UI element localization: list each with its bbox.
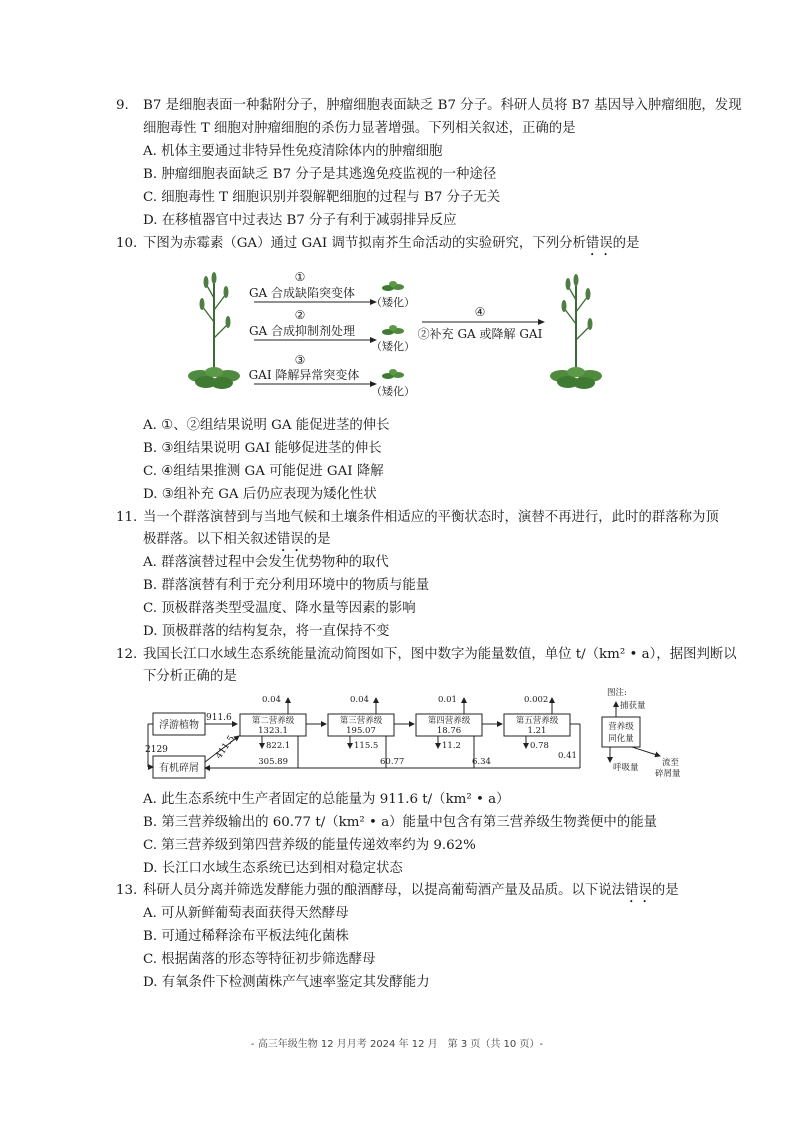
question-10-stem-emphasis: 错误 xyxy=(585,236,613,251)
arrow-3-label: GAI 降解异常突变体 xyxy=(248,368,360,382)
level-4-resp: 11.2 xyxy=(442,741,461,751)
level-4-node xyxy=(416,695,482,751)
question-9-option-c: C. 细胞毒性 T 细胞识别并裂解靶细胞的过程与 B7 分子无关 xyxy=(143,190,501,205)
question-13-stem-pre: 科研人员分离并筛选发酵能力强的酿酒酵母，以提高葡萄酒产量及品质。以下说法 xyxy=(143,883,626,898)
legend-catch-label: 捕获量 xyxy=(620,701,646,711)
tall-plant-right-illustration xyxy=(550,274,602,389)
question-12-stem-line1: 我国长江口水域生态系统能量流动简图如下，图中数字为能量数值，单位 t/（km² • a），据图判断以 xyxy=(143,647,737,662)
flow-producer-to-level2: 911.6 xyxy=(206,713,232,723)
arrow-4-number: ④ xyxy=(474,305,486,319)
level-5-catch: 0.002 xyxy=(524,695,549,705)
flow-detritus-to-level2: 411.5 xyxy=(214,734,238,761)
question-12-number: 12. xyxy=(116,647,138,662)
question-9-stem-line2: 细胞毒性 T 细胞对肿瘤细胞的杀伤力显著增强。下列相关叙述，正确的是 xyxy=(143,121,576,136)
arrow-2-number: ② xyxy=(294,308,306,322)
level-4-catch: 0.01 xyxy=(438,695,457,705)
level-5-resp: 0.78 xyxy=(530,741,549,751)
question-10-stem-post: 的是 xyxy=(612,236,640,251)
level-2-node xyxy=(240,695,306,751)
flow-producer-to-detritus: 2129 xyxy=(145,745,168,755)
legend-title: 图注: xyxy=(607,688,627,698)
dwarf-plant-1-illustration xyxy=(382,281,404,291)
legend-detritus-line1: 流至 xyxy=(662,758,680,768)
question-11-option-c: C. 顶极群落类型受温度、降水量等因素的影响 xyxy=(143,601,416,616)
question-12-option-b: B. 第三营养级输出的 60.77 t/（km² • a）能量中包含有第三营养级生物粪便中的能量 xyxy=(143,815,657,830)
dwarf-label-1: （矮化） xyxy=(371,296,415,309)
question-11-stem-emphasis: 错误 xyxy=(276,532,304,547)
question-13-stem-emphasis: 错误 xyxy=(625,883,652,898)
to-detritus-level3: 60.77 xyxy=(380,757,405,767)
question-10-stem-pre: 下图为赤霉素（GA）通过 GAI 调节拟南芥生命活动的实验研究，下列分析 xyxy=(143,236,586,251)
to-detritus-level2: 305.89 xyxy=(258,757,288,767)
question-9-option-d: D. 在移植器官中过表达 B7 分子有利于减弱排异反应 xyxy=(143,213,457,228)
level-2-resp: 822.1 xyxy=(266,741,291,751)
energy-flow-diagram xyxy=(140,686,700,786)
question-11-stem-post: 的是 xyxy=(303,532,331,547)
legend-detritus-line2: 碎屑量 xyxy=(655,769,681,779)
level-3-resp: 115.5 xyxy=(354,741,379,751)
question-13-option-a: A. 可从新鲜葡萄表面获得天然酵母 xyxy=(143,906,349,921)
arrow-2-label: GA 合成抑制剂处理 xyxy=(248,324,356,338)
question-11-number: 11. xyxy=(116,510,138,525)
ga-experiment-figure xyxy=(180,262,620,402)
legend-box-line1: 营养级 xyxy=(608,722,634,732)
level-4-value: 18.76 xyxy=(436,726,462,736)
question-10-option-a: A. ①、②组结果说明 GA 能促进茎的伸长 xyxy=(143,418,390,433)
legend-resp-label: 呼吸量 xyxy=(613,763,639,773)
question-9-option-b: B. 肿瘤细胞表面缺乏 B7 分子是其逃逸免疫监视的一种途径 xyxy=(143,167,497,182)
legend-box-line2: 同化量 xyxy=(608,734,634,744)
question-10-stem xyxy=(143,234,639,259)
dwarf-label-2: （矮化） xyxy=(371,340,415,353)
question-9-number: 9. xyxy=(116,98,129,113)
to-detritus-level5: 0.41 xyxy=(558,751,577,761)
arrow-3-number: ③ xyxy=(294,353,306,367)
question-12-option-a: A. 此生态系统中生产者固定的总能量为 911.6 t/（km² • a） xyxy=(143,792,510,807)
question-10-option-b: B. ③组结果说明 GAI 能够促进茎的伸长 xyxy=(143,441,382,456)
level-5-node xyxy=(504,695,570,751)
phytoplankton-label: 浮游植物 xyxy=(159,720,199,731)
level-3-catch: 0.04 xyxy=(350,695,369,705)
question-12-stem-line2: 下分析正确的是 xyxy=(143,669,237,684)
level-5-value: 1.21 xyxy=(527,726,547,736)
question-11-option-a: A. 群落演替过程中会发生优势物种的取代 xyxy=(143,555,389,570)
question-13-option-d: D. 有氧条件下检测菌株产气速率鉴定其发酵能力 xyxy=(143,975,430,990)
level-4-name: 第四营养级 xyxy=(427,716,471,726)
question-12-option-c: C. 第三营养级到第四营养级的能量传递效率约为 9.62% xyxy=(143,838,476,853)
diagram-legend xyxy=(602,687,681,779)
arrow-1-label: GA 合成缺陷突变体 xyxy=(248,286,356,300)
level-3-value: 195.07 xyxy=(346,726,376,736)
level-2-name: 第二营养级 xyxy=(251,716,295,726)
question-13-stem-post: 的是 xyxy=(651,883,679,898)
question-11-option-d: D. 顶极群落的结构复杂，将一直保持不变 xyxy=(143,624,390,639)
level-3-node xyxy=(328,695,394,751)
level-5-name: 第五营养级 xyxy=(515,716,559,726)
question-10-number: 10. xyxy=(116,236,138,251)
to-detritus-level4: 6.34 xyxy=(472,757,491,767)
question-9-stem-line1: B7 是细胞表面一种黏附分子，肿瘤细胞表面缺乏 B7 分子。科研人员将 B7 基因导入肿瘤细胞，发现 xyxy=(143,98,742,113)
question-11-stem-line1: 当一个群落演替到与当地气候和土壤条件相适应的平衡状态时，演替不再进行，此时的群落称为顶 xyxy=(143,510,719,525)
question-13-number: 13. xyxy=(116,883,138,898)
question-13-option-c: C. 根据菌落的形态等特征初步筛选酵母 xyxy=(143,952,376,967)
question-12-option-d: D. 长江口水域生态系统已达到相对稳定状态 xyxy=(143,861,403,876)
question-11-stem-pre: 极群落。以下相关叙述 xyxy=(143,532,277,547)
arrow-1-number: ① xyxy=(294,270,306,284)
level-3-name: 第三营养级 xyxy=(339,716,383,726)
tall-plant-left-illustration xyxy=(188,272,240,389)
dwarf-plant-3-illustration xyxy=(382,369,404,379)
dwarf-plant-2-illustration xyxy=(382,325,404,335)
question-10-option-c: C. ④组结果推测 GA 可能促进 GAI 降解 xyxy=(143,464,384,479)
dwarf-label-3: （矮化） xyxy=(371,385,415,398)
question-13-stem xyxy=(143,881,679,906)
level-2-value: 1323.1 xyxy=(258,726,288,736)
question-9-option-a: A. 机体主要通过非特异性免疫清除体内的肿瘤细胞 xyxy=(143,144,443,159)
question-11-option-b: B. 群落演替有利于充分利用环境中的物质与能量 xyxy=(143,578,430,593)
question-11-stem-line2 xyxy=(143,530,330,555)
arrow-4-label: ②补充 GA 或降解 GAI xyxy=(417,327,543,341)
question-13-option-b: B. 可通过稀释涂布平板法纯化菌株 xyxy=(143,929,349,944)
detritus-label: 有机碎屑 xyxy=(159,763,199,774)
question-10-option-d: D. ③组补充 GA 后仍应表现为矮化性状 xyxy=(143,487,377,502)
page-footer: - 高三年级生物 12 月月考 2024 年 12 月 第 3 页（共 10 页）- xyxy=(250,1039,544,1050)
level-2-catch: 0.04 xyxy=(262,695,281,705)
